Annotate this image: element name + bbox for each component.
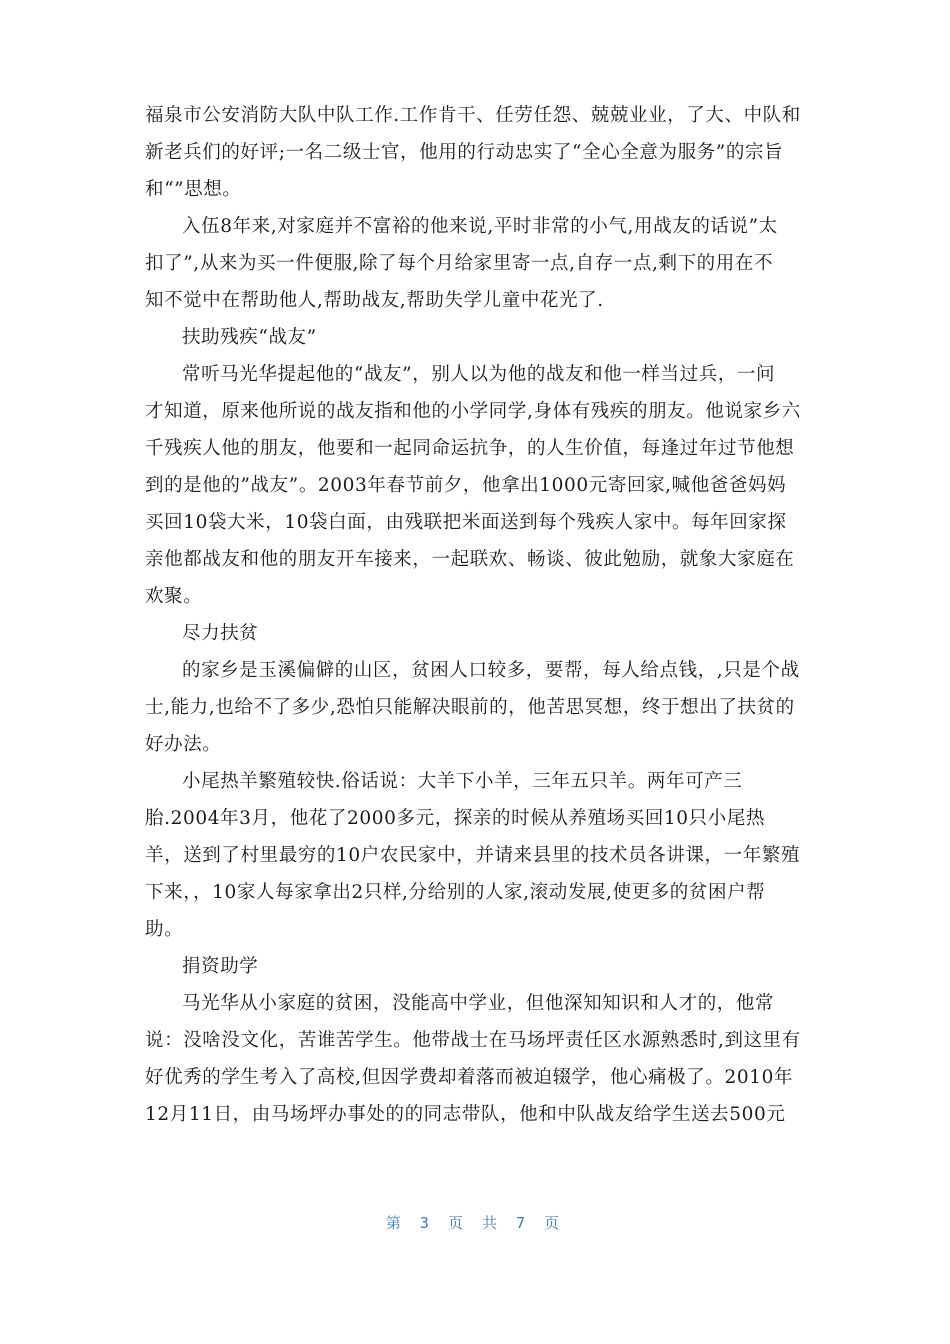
paragraph-3: 常听马光华提起他的“战友”，别人以为他的战友和他一样当过兵，一问 才知道，原来他所说的战友指和他的小学同学,身体有残疾的朋友。他说家乡六 千残疾人他的朋友，他要和一起同命运抗争，的人生价值，每逢过年过节他想 到的是他的”战友”。2003年春节前夕，他拿出1000元寄回家,喊他爸爸妈妈 买回10袋大米，10袋白面，由残联把米面送到每个残疾人家中。每年回家探 亲他都战友和他的朋友开车接来，一起联欢、畅谈、彼此勉励，就象大家庭在 欢聚。 [145, 364, 801, 607]
paragraph-6: 马光华从小家庭的贫困，没能高中学业，但他深知知识和人才的，他常 说：没啥没文化，苦谁苦学生。他带战士在马场坪责任区水源熟悉时,到这里有 好优秀的学生考入了高校,但因学费却着落而被迫辍学，他心痛极了。2010年 12月11日，由马场坪办事处的的同志带队，他和中队战友给学生送去500元 [145, 993, 801, 1125]
section-heading-poverty-relief: 尽力扶贫 [182, 623, 259, 644]
page-number-footer: 第 3 页 共 7 页 [385, 1214, 565, 1232]
section-heading-education-aid: 捐资助学 [182, 956, 259, 977]
document-body [145, 97, 805, 1133]
paragraph-2: 入伍8年来,对家庭并不富裕的他来说,平时非常的小气,用战友的话说”太 扣了”,从来为买一件便服,除了每个月给家里寄一点,自存一点,剩下的用在不 知不觉中在帮助他人,帮助战友,帮助失学儿童中花光了. [145, 216, 778, 311]
section-heading-disabled-friends: 扶助残疾“战友” [182, 327, 317, 348]
paragraph-5: 小尾热羊繁殖较快.俗话说：大羊下小羊，三年五只羊。两年可产三 胎.2004年3月，他花了2000多元，探亲的时候从养殖场买回10只小尾热 羊，送到了村里最穷的10户农民家中，并请来县里的技术员各讲课，一年繁殖 下来，，10家人每家拿出2只样,分给别的人家,滚动发展,使更多的贫困户帮 助。 [145, 771, 801, 940]
paragraph-1: 福泉市公安消防大队中队工作.工作肯干、任劳任怨、兢兢业业，了大、中队和 新老兵们的好评;一名二级士官，他用的行动忠实了“全心全意为服务”的宗旨 和“”思想。 [145, 105, 801, 200]
paragraph-4: 的家乡是玉溪偏僻的山区，贫困人口较多，要帮，每人给点钱，,只是个战 士,能力,也给不了多少,恐怕只能解决眼前的，他苦思冥想，终于想出了扶贫的 好办法。 [145, 660, 800, 755]
